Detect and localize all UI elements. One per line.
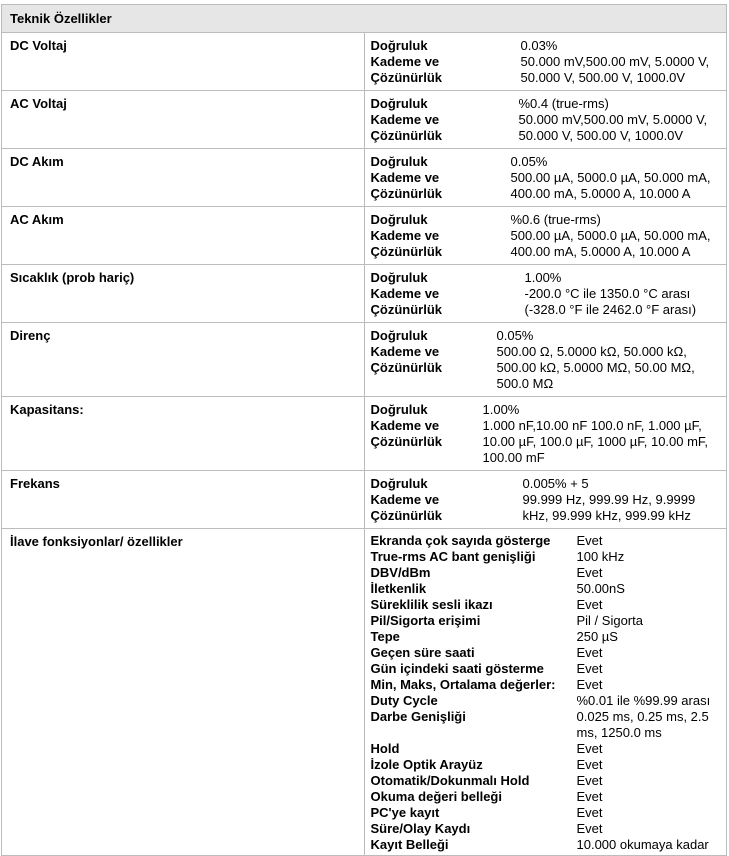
category-label: DC Akım	[2, 149, 365, 207]
feature-value: Evet	[576, 645, 603, 660]
detail-grid	[371, 38, 721, 86]
table-row	[2, 471, 727, 529]
range-label	[371, 228, 511, 260]
feature-value: %0.01 ile %99.99 arası	[576, 693, 711, 708]
feature-label: İletkenlik	[370, 581, 427, 596]
table-title: Teknik Özellikler	[2, 5, 727, 33]
range-value: -200.0 °C ile 1350.0 °C arası (-328.0 °F ile 2462.0 °F arası)	[524, 286, 697, 317]
range-label	[371, 492, 523, 524]
feature-value: 250 µS	[576, 629, 618, 644]
accuracy-value: 1.00%	[482, 402, 520, 417]
detail-cell	[364, 207, 727, 265]
range-label-line-2: Çözünürlük	[370, 186, 442, 201]
table-row	[2, 265, 727, 323]
range-label	[371, 112, 519, 144]
accuracy-label: Doğruluk	[370, 328, 428, 343]
feature-label: Ekranda çok sayıda gösterge	[370, 533, 551, 548]
feature-value: Evet	[576, 821, 603, 836]
range-value: 1.000 nF,10.00 nF 100.0 nF, 1.000 µF, 10.00 µF, 100.0 µF, 1000 µF, 10.00 mF, 100.00 mF	[482, 418, 709, 465]
detail-cell	[364, 149, 727, 207]
table-row	[2, 33, 727, 91]
feature-value: Evet	[576, 741, 603, 756]
table-row	[2, 323, 727, 397]
range-label-line-1: Kademe ve	[370, 492, 440, 507]
feature-label: Tepe	[370, 629, 400, 644]
range-value: 50.000 mV,500.00 mV, 5.0000 V, 50.000 V, 500.00 V, 1000.0V	[520, 54, 710, 85]
extras-cell	[364, 529, 727, 856]
feature-label: Min, Maks, Ortalama değerler:	[370, 677, 556, 692]
range-label-line-1: Kademe ve	[370, 228, 440, 243]
detail-grid	[371, 154, 721, 202]
range-label	[371, 418, 483, 466]
range-label-line-2: Çözünürlük	[370, 302, 442, 317]
accuracy-value: %0.6 (true-rms)	[510, 212, 601, 227]
table-row	[2, 207, 727, 265]
detail-grid	[371, 476, 721, 524]
extras-list	[371, 533, 721, 853]
feature-value: Evet	[576, 677, 603, 692]
feature-label: Otomatik/Dokunmalı Hold	[370, 773, 530, 788]
feature-label: Geçen süre saati	[370, 645, 475, 660]
table-row-extras	[2, 529, 727, 856]
category-label: Frekans	[2, 471, 365, 529]
accuracy-value: 0.05%	[496, 328, 534, 343]
detail-cell	[364, 33, 727, 91]
range-label-line-1: Kademe ve	[370, 418, 440, 433]
range-label	[371, 286, 525, 318]
feature-label: Süre/Olay Kaydı	[370, 821, 471, 836]
feature-label: İzole Optik Arayüz	[370, 757, 483, 772]
feature-label: DBV/dBm	[370, 565, 431, 580]
detail-cell	[364, 265, 727, 323]
feature-label: Darbe Genişliği	[370, 709, 466, 724]
feature-value: 50.00nS	[576, 581, 625, 596]
feature-value: 100 kHz	[576, 549, 625, 564]
category-label: DC Voltaj	[2, 33, 365, 91]
range-label-line-2: Çözünürlük	[370, 508, 442, 523]
feature-label: Süreklilik sesli ikazı	[370, 597, 493, 612]
feature-value: 0.025 ms, 0.25 ms, 2.5 ms, 1250.0 ms	[576, 709, 709, 740]
range-label	[371, 170, 511, 202]
range-label-line-1: Kademe ve	[370, 344, 440, 359]
accuracy-label: Doğruluk	[370, 212, 428, 227]
feature-label: PC'ye kayıt	[370, 805, 440, 820]
feature-label: Gün içindeki saati gösterme	[370, 661, 544, 676]
range-label-line-1: Kademe ve	[370, 112, 440, 127]
accuracy-value: 0.03%	[520, 38, 558, 53]
table-row	[2, 91, 727, 149]
detail-grid	[371, 96, 721, 144]
feature-value: Evet	[576, 773, 603, 788]
detail-grid	[371, 402, 721, 466]
feature-label: True-rms AC bant genişliği	[370, 549, 536, 564]
feature-value: Evet	[576, 565, 603, 580]
feature-label: Duty Cycle	[370, 693, 438, 708]
detail-cell	[364, 471, 727, 529]
range-value: 99.999 Hz, 999.99 Hz, 9.9999 kHz, 99.999 kHz, 999.99 kHz	[522, 492, 696, 523]
category-label: AC Voltaj	[2, 91, 365, 149]
category-label: Kapasitans:	[2, 397, 365, 471]
detail-cell	[364, 91, 727, 149]
range-label-line-2: Çözünürlük	[370, 128, 442, 143]
range-label-line-1: Kademe ve	[370, 170, 440, 185]
feature-value: Evet	[576, 533, 603, 548]
range-label	[371, 344, 497, 392]
range-label-line-2: Çözünürlük	[370, 244, 442, 259]
feature-value: Evet	[576, 597, 603, 612]
accuracy-value: 0.05%	[510, 154, 548, 169]
range-label-line-2: Çözünürlük	[370, 70, 442, 85]
accuracy-label: Doğruluk	[370, 96, 428, 111]
accuracy-value: %0.4 (true-rms)	[518, 96, 609, 111]
range-label-line-1: Kademe ve	[370, 286, 440, 301]
feature-label: Okuma değeri belleği	[370, 789, 502, 804]
category-label: AC Akım	[2, 207, 365, 265]
detail-grid	[371, 328, 721, 392]
range-value: 500.00 µA, 5000.0 µA, 50.000 mA, 400.00 mA, 5.0000 A, 10.000 A	[510, 228, 711, 259]
table-row	[2, 397, 727, 471]
accuracy-label: Doğruluk	[370, 402, 428, 417]
range-label-line-1: Kademe ve	[370, 54, 440, 69]
category-label: İlave fonksiyonlar/ özellikler	[2, 529, 365, 856]
feature-value: Evet	[576, 661, 603, 676]
category-label: Sıcaklık (prob hariç)	[2, 265, 365, 323]
feature-label: Pil/Sigorta erişimi	[370, 613, 481, 628]
spec-table	[1, 4, 727, 856]
table-row	[2, 149, 727, 207]
detail-cell	[364, 397, 727, 471]
accuracy-value: 0.005% + 5	[522, 476, 589, 491]
table-header-row	[2, 5, 727, 33]
feature-value: 10.000 okumaya kadar	[576, 837, 709, 852]
measure-rows	[2, 33, 727, 529]
feature-value: Evet	[576, 805, 603, 820]
feature-label: Hold	[370, 741, 400, 756]
accuracy-value: 1.00%	[524, 270, 562, 285]
detail-grid	[371, 212, 721, 260]
accuracy-label: Doğruluk	[370, 154, 428, 169]
category-label: Direnç	[2, 323, 365, 397]
feature-label: Kayıt Belleği	[370, 837, 449, 852]
range-value: 500.00 Ω, 5.0000 kΩ, 50.000 kΩ, 500.00 kΩ, 5.0000 MΩ, 50.00 MΩ, 500.0 MΩ	[496, 344, 695, 391]
range-value: 500.00 µA, 5000.0 µA, 50.000 mA, 400.00 mA, 5.0000 A, 10.000 A	[510, 170, 711, 201]
detail-cell	[364, 323, 727, 397]
accuracy-label: Doğruluk	[370, 476, 428, 491]
range-label	[371, 54, 521, 86]
range-value: 50.000 mV,500.00 mV, 5.0000 V, 50.000 V, 500.00 V, 1000.0V	[518, 112, 708, 143]
accuracy-label: Doğruluk	[370, 270, 428, 285]
accuracy-label: Doğruluk	[370, 38, 428, 53]
feature-value: Evet	[576, 757, 603, 772]
spec-table-wrapper	[1, 4, 727, 856]
detail-grid	[371, 270, 721, 318]
range-label-line-2: Çözünürlük	[370, 434, 442, 449]
range-label-line-2: Çözünürlük	[370, 360, 442, 375]
feature-value: Pil / Sigorta	[576, 613, 643, 628]
feature-value: Evet	[576, 789, 603, 804]
